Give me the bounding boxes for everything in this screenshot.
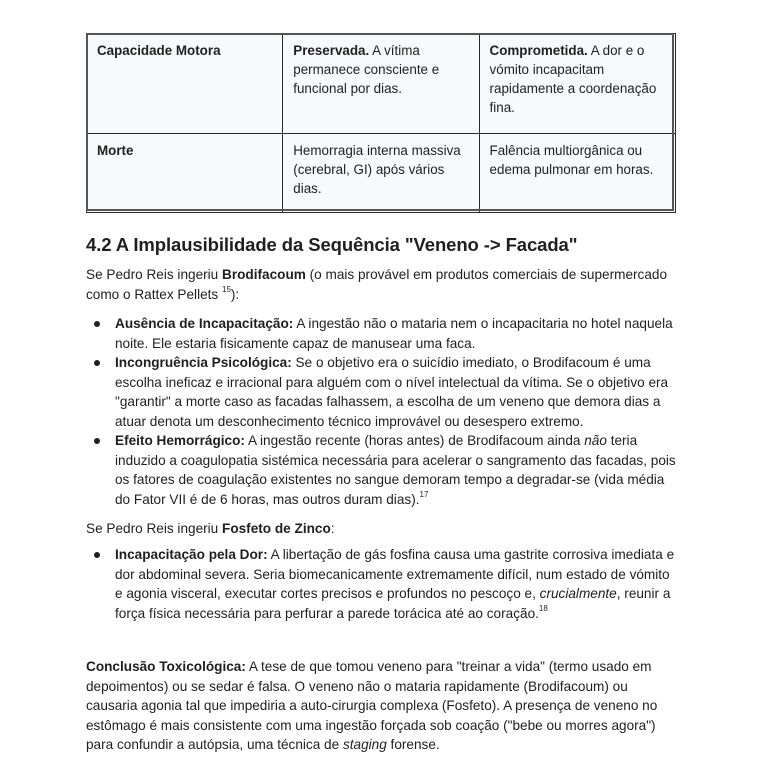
list-item bbox=[86, 431, 676, 509]
footnote-ref[interactable]: 15 bbox=[222, 284, 231, 294]
bullet-title: Efeito Hemorrágico: bbox=[115, 433, 245, 448]
text: ): bbox=[230, 286, 240, 302]
bullet-icon bbox=[94, 438, 100, 444]
bullet-icon bbox=[94, 321, 100, 327]
bullet-text: teria induzido a coagulopatia sistémica necessária para acelerar o sangramento das facadas, pois os fatores de coagulação existentes no sangue demoram tempo a degradar-se (vida média do Fator VII é de 6 horas, mas outros duram dias). bbox=[115, 433, 676, 507]
list-item bbox=[86, 314, 676, 353]
bullet-text: Se o objetivo era o suicídio imediato, o Brodifacoum é uma escolha ineficaz e irracional para alguém com o nível intelectual da vítima. Se o objetivo era "garantir" a morte caso as facadas falhassem, a escolha de um veneno que demora dias a atuar denota um desconhecimento técnico improvável ou desespero extremo. bbox=[115, 355, 669, 429]
bullet-list-brodifacoum bbox=[86, 314, 676, 509]
text: (o mais provável em produtos comerciais de supermercado como o Rattex Pellets bbox=[86, 267, 668, 302]
row-label: Morte bbox=[87, 134, 283, 213]
emphasis: staging bbox=[342, 737, 387, 752]
table-cell-brodifacoum bbox=[283, 134, 479, 213]
cell-bold: Comprometida. bbox=[489, 43, 588, 58]
text: forense. bbox=[386, 737, 440, 752]
section-heading: 4.2 A Implausibilidade da Sequência "Veneno -> Facada" bbox=[86, 234, 578, 255]
table-cell-brodifacoum bbox=[283, 34, 479, 134]
footnote-ref[interactable]: 18 bbox=[538, 603, 548, 613]
conclusion-title: Conclusão Toxicológica: bbox=[86, 659, 246, 674]
intro-brodifacoum bbox=[86, 265, 676, 304]
bullet-text: A libertação de gás fosfina causa uma gastrite corrosiva imediata e dor abdominal severa. Seria biomecanicamente extremamente difícil, num estado de vómito e agonia visceral, executar cortes precisos e profundos no pescoço e, bbox=[115, 547, 675, 601]
table-cell-fosfeto bbox=[479, 34, 675, 134]
bold-term: Fosfeto de Zinco bbox=[222, 521, 331, 536]
cell-text: A vítima permanece consciente e funcional por dias. bbox=[293, 43, 440, 96]
bullet-text: , reunir a força física necessária para perfurar a parede torácica até ao coração. bbox=[115, 586, 671, 621]
text: A tese de que tomou veneno para "treinar a vida" (termo usado em depoimentos) ou se sedar é falsa. O veneno não o mataria rapidamente (Brodifacoum) ou causaria agonia tal que impediria a auto-cirurgia complexa (Fosfeto). A presença de veneno no estômago é mais consistente com uma ingestão forçada sob coação ("bebe ou morres agora") para confundir a autópsia, uma técnica de bbox=[86, 659, 658, 752]
emphasis: não bbox=[584, 433, 607, 448]
cell-text: Hemorragia interna massiva (cerebral, GI) após vários dias. bbox=[293, 143, 461, 196]
text: : bbox=[330, 521, 335, 536]
bullet-text: A ingestão recente (horas antes) de Brodifacoum ainda bbox=[244, 433, 585, 448]
table-row bbox=[87, 134, 676, 213]
footnote-ref[interactable]: 17 bbox=[419, 489, 429, 499]
cell-bold: Preservada. bbox=[293, 43, 370, 58]
table-cell-fosfeto bbox=[479, 134, 675, 213]
list-item bbox=[86, 353, 676, 431]
emphasis: crucialmente bbox=[539, 586, 617, 601]
table-row bbox=[87, 34, 676, 134]
bullet-title: Ausência de Incapacitação: bbox=[115, 316, 294, 331]
text: Se Pedro Reis ingeriu bbox=[86, 267, 223, 282]
bullet-title: Incapacitação pela Dor: bbox=[115, 547, 268, 562]
intro-fosfeto bbox=[86, 519, 676, 539]
conclusion-paragraph bbox=[86, 657, 676, 755]
bold-term: Brodifacoum bbox=[222, 267, 306, 282]
text: Se Pedro Reis ingeriu bbox=[86, 521, 223, 536]
row-label: Capacidade Motora bbox=[87, 34, 283, 134]
bullet-title: Incongruência Psicológica: bbox=[115, 355, 292, 370]
bullet-text: A ingestão não o mataria nem o incapacitaria no hotel naquela noite. Ele estaria fisicamente capaz de manusear uma faca. bbox=[115, 316, 673, 351]
list-item bbox=[86, 545, 676, 623]
bullet-list-fosfeto bbox=[86, 545, 676, 623]
cell-text: Falência multiorgânica ou edema pulmonar em horas. bbox=[489, 143, 654, 177]
bullet-icon bbox=[94, 552, 100, 558]
comparison-table bbox=[86, 33, 676, 213]
bullet-icon bbox=[94, 360, 100, 366]
cell-text: A dor e o vómito incapacitam rapidamente a coordenação fina. bbox=[489, 43, 657, 115]
